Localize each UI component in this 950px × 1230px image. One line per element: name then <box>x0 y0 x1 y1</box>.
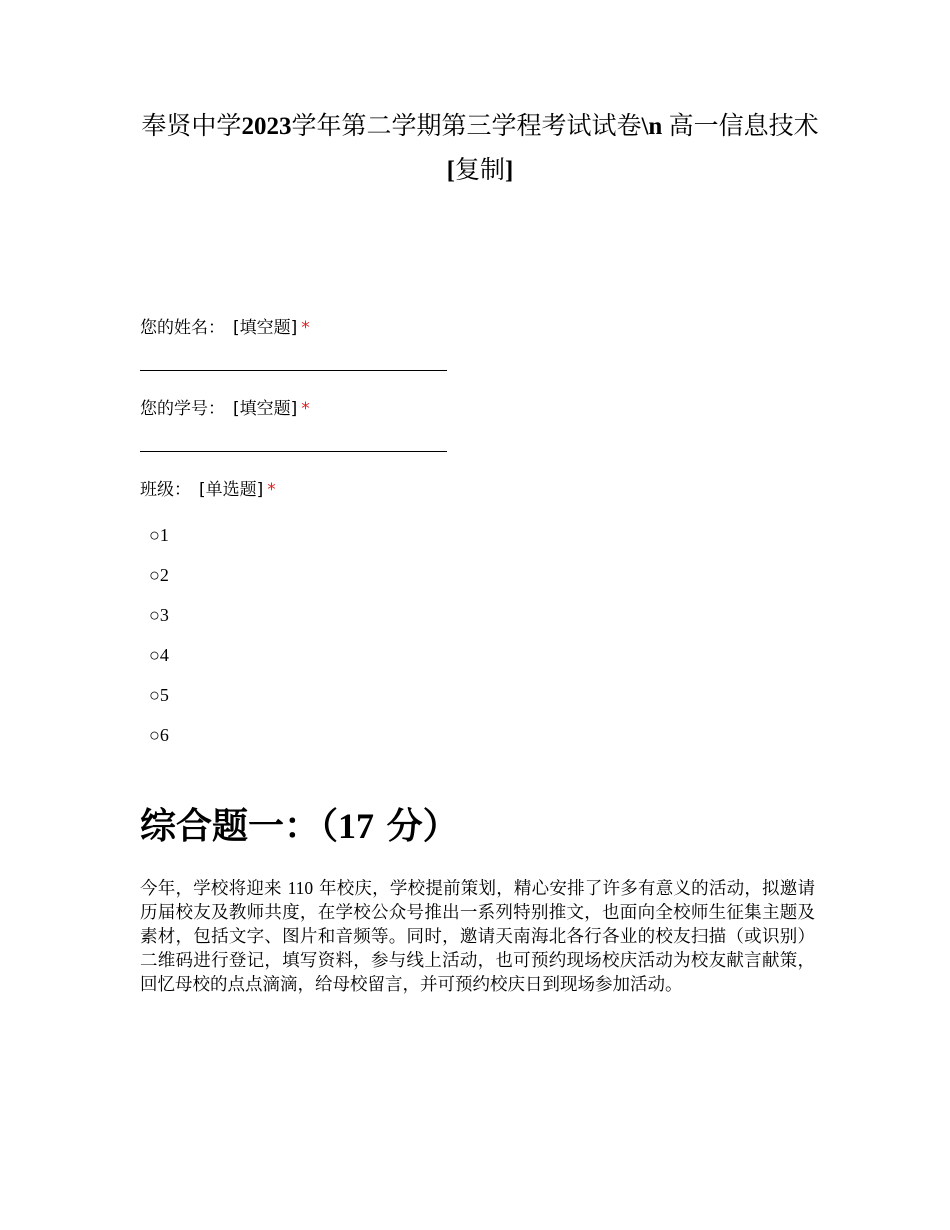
class-option-5[interactable]: ○5 <box>149 685 169 705</box>
section-heading <box>140 801 459 852</box>
title-year: 2023 <box>241 113 292 140</box>
paragraph-body: 年校庆，学校提前策划，精心安排了许多有意义的活动，拟邀请历届校友及教师共度，在学校公众号推出一系列特别推文，也面向全校师生征集主题及素材，包括文字、图片和音频等。同时，邀请天南海北各行各业的校友扫描（或识别）二维码进行登记，填写资料，参与线上活动，也可预约现场校庆活动为校友献言献策，回忆母校的点点滴滴，给母校留言，并可预约校庆日到现场参加活动。 <box>140 879 815 995</box>
paragraph-intro: 今年，学校将迎来 <box>140 879 282 899</box>
question-type: [单选题] <box>199 480 264 500</box>
section-paragraph <box>140 876 815 997</box>
question-type: [填空题] <box>233 399 298 419</box>
document-title <box>140 105 820 193</box>
question-label: 您的学号： <box>140 399 225 419</box>
required-mark: * <box>301 318 310 338</box>
title-subject: 高一信息技术 <box>668 113 819 140</box>
student-id-answer-blank[interactable] <box>140 451 447 452</box>
class-option-1[interactable]: ○1 <box>149 525 169 545</box>
question-label: 班级： <box>140 480 191 500</box>
required-mark: * <box>301 399 310 419</box>
class-option-3[interactable]: ○3 <box>149 605 169 625</box>
section-points: 17 <box>338 806 375 846</box>
title-copy-tag: [复制] <box>446 157 514 184</box>
question-label: 您的姓名： <box>140 318 225 338</box>
title-school: 奉贤中学 <box>141 113 242 140</box>
question-student-id-label <box>140 397 310 421</box>
class-option-6[interactable]: ○6 <box>149 725 169 745</box>
question-class-label <box>140 478 276 502</box>
title-escape: \n <box>641 113 663 140</box>
question-type: [填空题] <box>233 318 298 338</box>
name-answer-blank[interactable] <box>140 370 447 371</box>
title-term: 学年第二学期第三学程考试试卷 <box>291 113 642 140</box>
class-option-2[interactable]: ○2 <box>149 565 169 585</box>
section-heading-suffix: 分） <box>386 806 459 847</box>
paragraph-years: 110 <box>287 878 314 898</box>
question-name-label <box>140 316 310 340</box>
class-option-4[interactable]: ○4 <box>149 645 169 665</box>
section-heading-prefix: 综合题一：（ <box>140 806 339 847</box>
required-mark: * <box>267 480 276 500</box>
